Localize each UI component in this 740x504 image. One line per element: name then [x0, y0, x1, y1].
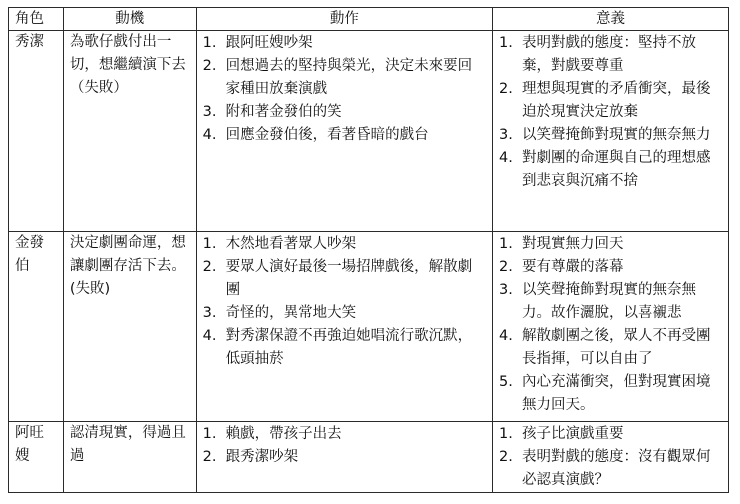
item-text: 奇怪的，異常地大笑	[225, 305, 357, 321]
item-number: 1.	[499, 236, 513, 252]
header-actions: 動作	[196, 8, 492, 31]
list-item	[499, 446, 722, 492]
item-text: 以笑聲掩飾對現實的無奈無力。故作灑脫，以喜襯悲	[522, 282, 696, 321]
item-text: 跟阿旺嫂吵架	[225, 35, 313, 51]
actions-cell	[196, 31, 492, 232]
list-item	[203, 325, 486, 371]
item-number: 1.	[202, 236, 217, 252]
list-item	[203, 302, 486, 325]
meaning-cell	[493, 232, 729, 422]
list-item	[499, 371, 722, 417]
list-item	[499, 279, 722, 325]
actions-list	[203, 31, 486, 147]
item-text: 理想與現實的矛盾衝突，最後迫於現實決定放棄	[522, 81, 711, 120]
item-text: 解散劇團之後，眾人不再受團長指揮，可以自由了	[522, 328, 711, 367]
motivation-cell: 決定劇團命運，想讓劇團存活下去。(失敗)	[63, 232, 196, 422]
list-item	[499, 147, 722, 193]
list-item	[203, 101, 486, 124]
item-text: 回應金發伯後，看著昏暗的戲台	[225, 127, 429, 143]
list-item	[203, 446, 486, 469]
list-item	[203, 55, 486, 101]
list-item	[499, 32, 722, 78]
item-text: 表明對戲的態度：堅持不放棄，對戲要尊重	[522, 35, 696, 74]
motivation-cell: 認清現實，得過且過	[63, 422, 196, 493]
item-text: 要眾人演好最後一場招牌戲後，解散劇團	[225, 259, 473, 298]
list-item	[499, 78, 722, 124]
motivation-cell: 為歌仔戲付出一切，想繼續演下去（失敗）	[63, 31, 196, 232]
item-number: 1.	[202, 426, 217, 442]
character-analysis-table	[8, 7, 729, 493]
meaning-cell	[493, 31, 729, 232]
role-cell: 秀潔	[9, 31, 64, 232]
item-number: 1.	[499, 35, 513, 51]
table-row	[9, 422, 729, 493]
table-row	[9, 232, 729, 422]
item-number: 2.	[202, 449, 217, 465]
item-text: 木然地看著眾人吵架	[225, 236, 357, 252]
list-item	[499, 256, 722, 279]
item-text: 以笑聲掩飾對現實的無奈無力	[522, 127, 711, 143]
item-number: 3.	[202, 305, 217, 321]
list-item	[203, 32, 486, 55]
list-item	[499, 233, 722, 256]
item-number: 1.	[499, 426, 513, 442]
item-text: 表明對戲的態度：沒有觀眾何必認真演戲？	[522, 449, 711, 488]
list-item	[203, 233, 486, 256]
item-number: 5.	[499, 374, 513, 390]
item-number: 2.	[499, 449, 513, 465]
item-number: 1.	[202, 35, 217, 51]
role-cell: 阿旺嫂	[9, 422, 64, 493]
table-body	[9, 31, 729, 493]
meaning-cell	[493, 422, 729, 493]
list-item	[203, 423, 486, 446]
table-header	[9, 8, 729, 31]
list-item	[203, 256, 486, 302]
actions-cell	[196, 422, 492, 493]
item-text: 要有尊嚴的落幕	[522, 259, 624, 275]
table-row	[9, 31, 729, 232]
item-text: 賴戲，帶孩子出去	[225, 426, 342, 442]
item-text: 跟秀潔吵架	[225, 449, 299, 465]
header-role: 角色	[9, 8, 64, 31]
list-item	[203, 124, 486, 147]
meaning-list	[499, 422, 722, 492]
item-number: 2.	[499, 259, 513, 275]
item-number: 4.	[202, 328, 217, 344]
item-text: 回想過去的堅持與榮光，決定未來要回家種田放棄演戲	[225, 58, 473, 97]
item-number: 2.	[499, 81, 513, 97]
item-number: 3.	[499, 127, 513, 143]
item-number: 4.	[499, 150, 513, 166]
item-number: 2.	[202, 259, 217, 275]
item-text: 對現實無力回天	[522, 236, 624, 252]
header-motivation: 動機	[63, 8, 196, 31]
actions-list	[203, 422, 486, 469]
item-number: 4.	[499, 328, 513, 344]
actions-cell	[196, 232, 492, 422]
item-number: 4.	[202, 127, 217, 143]
meaning-list	[499, 31, 722, 193]
item-number: 3.	[202, 104, 217, 120]
list-item	[499, 124, 722, 147]
item-number: 2.	[202, 58, 217, 74]
actions-list	[203, 232, 486, 371]
item-text: 對秀潔保證不再強迫她唱流行歌沉默，低頭抽菸	[225, 328, 473, 367]
role-cell: 金發伯	[9, 232, 64, 422]
item-number: 3.	[499, 282, 513, 298]
list-item	[499, 423, 722, 446]
header-meaning: 意義	[493, 8, 729, 31]
meaning-list	[499, 232, 722, 417]
item-text: 附和著金發伯的笑	[225, 104, 342, 120]
item-text: 對劇團的命運與自己的理想感到悲哀與沉痛不捨	[522, 150, 711, 189]
item-text: 內心充滿衝突，但對現實困境無力回天。	[522, 374, 711, 413]
item-text: 孩子比演戲重要	[522, 426, 624, 442]
list-item	[499, 325, 722, 371]
header-row	[9, 8, 729, 31]
